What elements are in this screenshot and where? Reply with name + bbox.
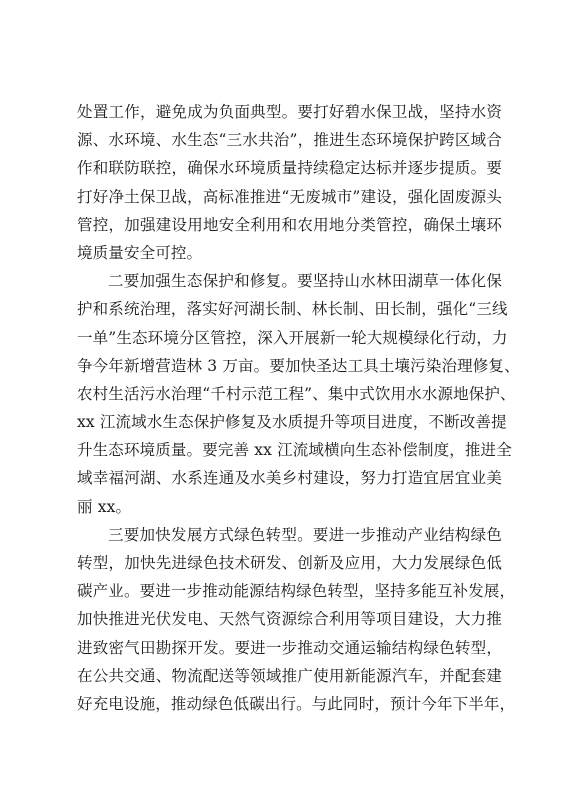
paragraph-3-line-5: 进致密气田勘探开发。要进一步推动交通运输结构绿色转型， (77, 638, 502, 657)
paragraph-2-line-1: 二要加强生态保护和修复。要坚持山水林田湖草一体化保 (108, 272, 502, 291)
paragraph-1-line-2: 源、水环境、水生态“三水共治”，推进生态环境保护跨区域合 (77, 131, 502, 150)
paragraph-3-line-4: 加快推进光伏发电、天然气资源综合利用等项目建设，大力推 (77, 610, 502, 629)
paragraph-2-line-6: xx 江流域水生态保护修复及水质提升等项目进度，不断改善提 (77, 413, 507, 432)
paragraph-1-line-4: 打好净土保卫战，高标准推进“无废城市”建设，强化固废源头 (77, 187, 502, 206)
paragraph-3-line-3: 碳产业。要进一步推动能源结构绿色转型，坚持多能互补发展， (77, 582, 516, 601)
paragraph-3-line-7: 好充电设施，推动绿色低碳出行。与此同时，预计今年下半年， (77, 694, 516, 713)
paragraph-3-line-1: 三要加快发展方式绿色转型。要进一步推动产业结构绿色 (108, 525, 502, 544)
body-text (77, 98, 520, 718)
paragraph-2-line-7: 升生态环境质量。要完善 xx 江流域横向生态补偿制度，推进全 (77, 441, 512, 460)
paragraph-1-line-6: 境质量安全可控。 (77, 243, 203, 262)
paragraph-1-line-5: 管控，加强建设用地安全利用和农用地分类管控，确保土壤环 (77, 215, 502, 234)
paragraph-2-line-9: 丽 xx。 (77, 497, 132, 516)
paragraph-2-line-5: 农村生活污水治理“千村示范工程”、集中式饮用水水源地保护、 (77, 384, 516, 403)
paragraph-2-line-3: 一单”生态环境分区管控，深入开展新一轮大规模绿化行动，力 (77, 328, 508, 347)
paragraph-2-line-8: 域幸福河湖、水系连通及水美乡村建设，努力打造宜居宜业美 (77, 469, 502, 488)
paragraph-2-line-4: 争今年新增营造林 3 万亩。要加快圣达工具土壤污染治理修复、 (77, 356, 520, 375)
paragraph-1-line-1: 处置工作，避免成为负面典型。要打好碧水保卫战，坚持水资 (77, 103, 502, 121)
paragraph-1-line-3: 作和联防联控，确保水环境质量持续稳定达标并逐步提质。要 (77, 159, 502, 178)
paragraph-3-line-6: 在公共交通、物流配送等领域推广使用新能源汽车，并配套建 (77, 666, 502, 685)
paragraph-3-line-2: 转型，加快先进绿色技术研发、创新及应用，大力发展绿色低 (77, 554, 502, 572)
paragraph-2-line-2: 护和系统治理，落实好河湖长制、林长制、田长制，强化“三线 (77, 300, 508, 319)
